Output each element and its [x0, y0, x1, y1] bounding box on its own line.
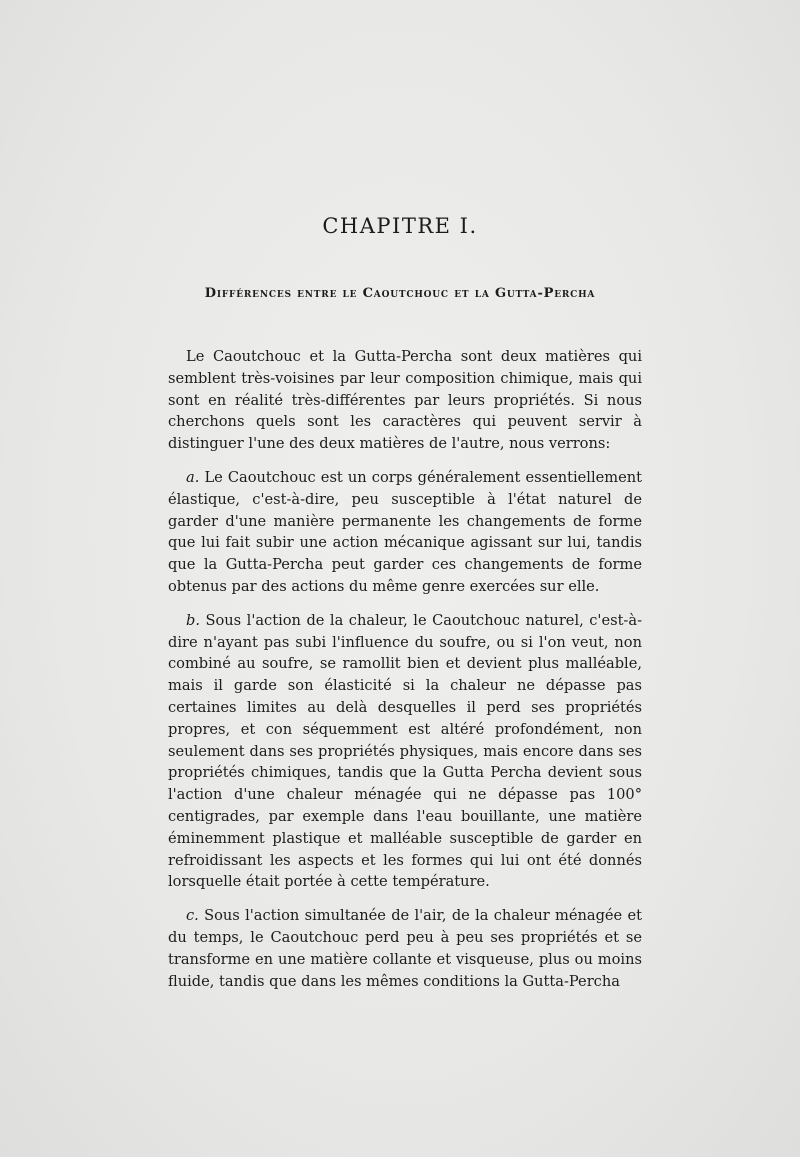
paragraph-lead: a. [186, 468, 200, 486]
paragraph-text: Sous l'action de la chaleur, le Caoutchouc naturel, c'est-à-dire n'ayant pas subi l'influence du soufre, ou si l'on veut, non combiné au soufre, se ramollit bien et devient plus malléable, mais il garde son élasticité si la chaleur ne dépasse pas certaines limites au delà desquelles il perd ses propriétés propres, et con séquemment est altéré profondément, non seulement dans ses propriétés physiques, mais encore dans ses propriétés chimiques, tandis que la Gutta Percha devient sous l'action d'une chaleur ménagée qui ne dépasse pas 100° centigrades, par exemple dans l'eau bouillante, une matière éminemment plastique et malléable susceptible de garder en refroidissant les aspects et les formes qui lui ont été donnés lorsquelle était portée à cette température. [168, 611, 642, 891]
paragraph-lead: c. [186, 907, 199, 925]
paragraph-text: Le Caoutchouc et la Gutta-Percha sont deux matières qui semblent très-voisines par leur composition chimique, mais qui sont en réalité très-différentes par leurs propriétés. Si nous cherchons quels sont les caractères qui peuvent servir à distinguer l'une des deux matières de l'autre, nous verrons: [168, 348, 642, 453]
chapter-title: CHAPITRE I. [322, 214, 478, 238]
paragraph-text: Le Caoutchouc est un corps généralement essentiellement élastique, c'est-à-dire, peu susceptible à l'état naturel de garder d'une manière permanente les changements de forme que lui fait subir une action mécanique agissant sur lui, tandis que la Gutta-Percha peut garder ces changements de forme obtenus par des actions du même genre exercées sur elle. [168, 468, 642, 595]
paragraph-b [168, 610, 642, 893]
body-text [168, 346, 642, 1004]
paragraph-c [168, 905, 642, 992]
chapter-subtitle: Différences entre le Caoutchouc et la Gutta-Percha [204, 286, 596, 301]
paragraph-lead: b. [186, 611, 200, 629]
paragraph-text: Sous l'action simultanée de l'air, de la chaleur ménagée et du temps, le Caoutchouc perd peu à peu ses propriétés et se transforme en une matière collante et visqueuse, plus ou moins fluide, tandis que dans les mêmes conditions la Gutta-Percha [168, 907, 642, 990]
paragraph-a [168, 467, 642, 598]
paragraph-intro [168, 346, 642, 455]
